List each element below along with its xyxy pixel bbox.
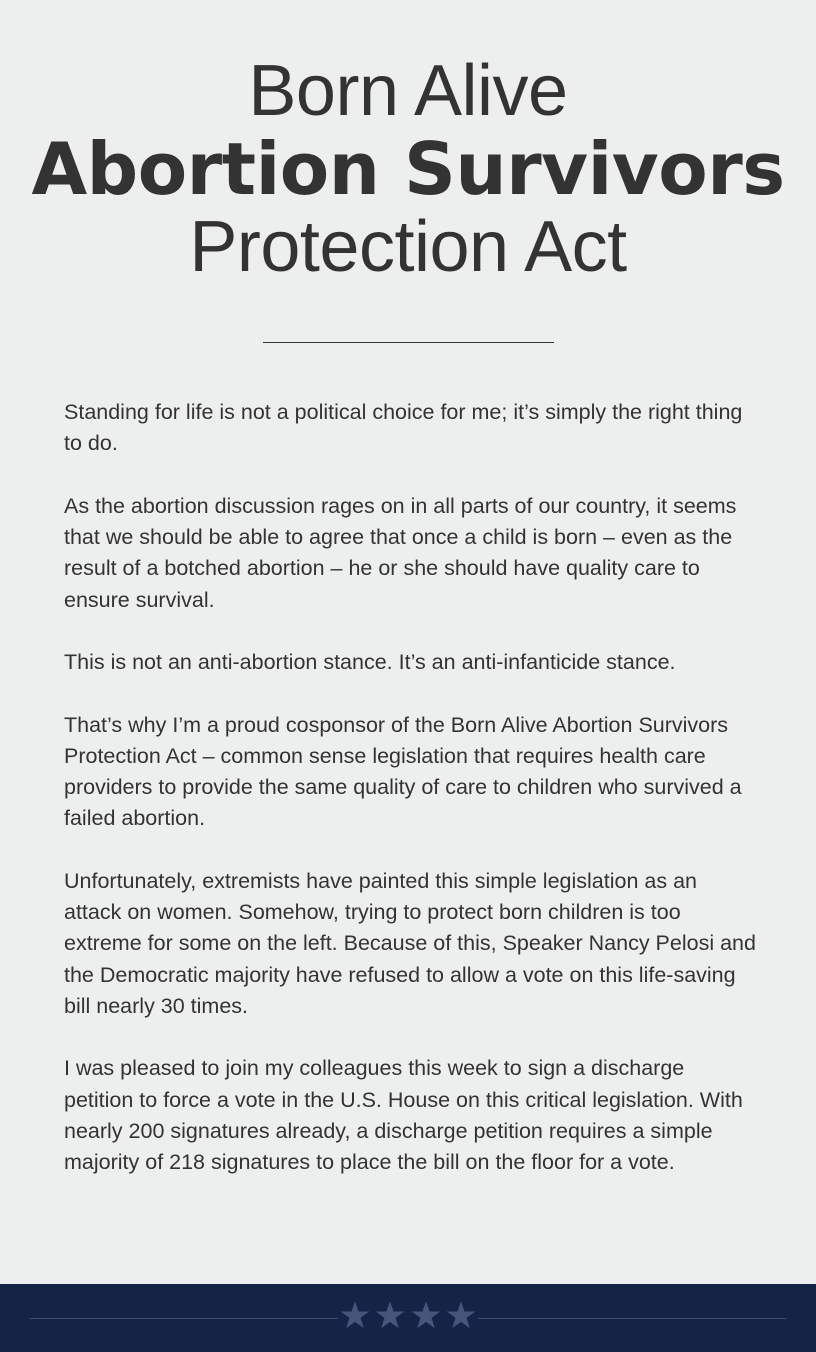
star-icon <box>375 1300 405 1330</box>
paragraph: This is not an anti-abortion stance. It’s an anti-infanticide stance. <box>64 650 676 674</box>
footer-stars <box>340 1300 476 1330</box>
article-body <box>64 397 756 1210</box>
footer-divider-right <box>478 1318 786 1319</box>
title-line-2: Abortion Survivors <box>31 127 785 211</box>
star-icon <box>340 1300 370 1330</box>
star-icon <box>446 1300 476 1330</box>
page-title <box>0 52 816 286</box>
footer-banner <box>0 1284 816 1352</box>
paragraph: I was pleased to join my colleagues this week to sign a discharge petition to force a vote in the U.S. House on this critical legislation. With nearly 200 signatures already, a discharge petition requires a simple majority of 218 signatures to place the bill on the floor for a vote. <box>64 1056 743 1174</box>
paragraph: Standing for life is not a political choice for me; it’s simply the right thing to do. <box>64 400 743 456</box>
title-line-3: Protection Act <box>189 207 627 287</box>
footer-divider-left <box>30 1318 338 1319</box>
paragraph: As the abortion discussion rages on in all parts of our country, it seems that we should be able to agree that once a child is born – even as the result of a botched abortion – he or she should have quality care to ensure survival. <box>64 493 737 612</box>
title-divider <box>263 342 554 343</box>
star-icon <box>411 1300 441 1330</box>
title-line-1: Born Alive <box>248 51 568 131</box>
paragraph: That’s why I’m a proud cosponsor of the Born Alive Abortion Survivors Protection Act – common sense legislation that requires health care providers to provide the same quality of care to children who survived a failed abortion. <box>64 712 742 831</box>
paragraph: Unfortunately, extremists have painted this simple legislation as an attack on women. Somehow, trying to protect born children is too extreme for some on the left. Because of this, Speaker Nancy Pelosi and the Democratic majority have refused to allow a vote on this life-saving bill nearly 30 times. <box>64 868 756 1018</box>
